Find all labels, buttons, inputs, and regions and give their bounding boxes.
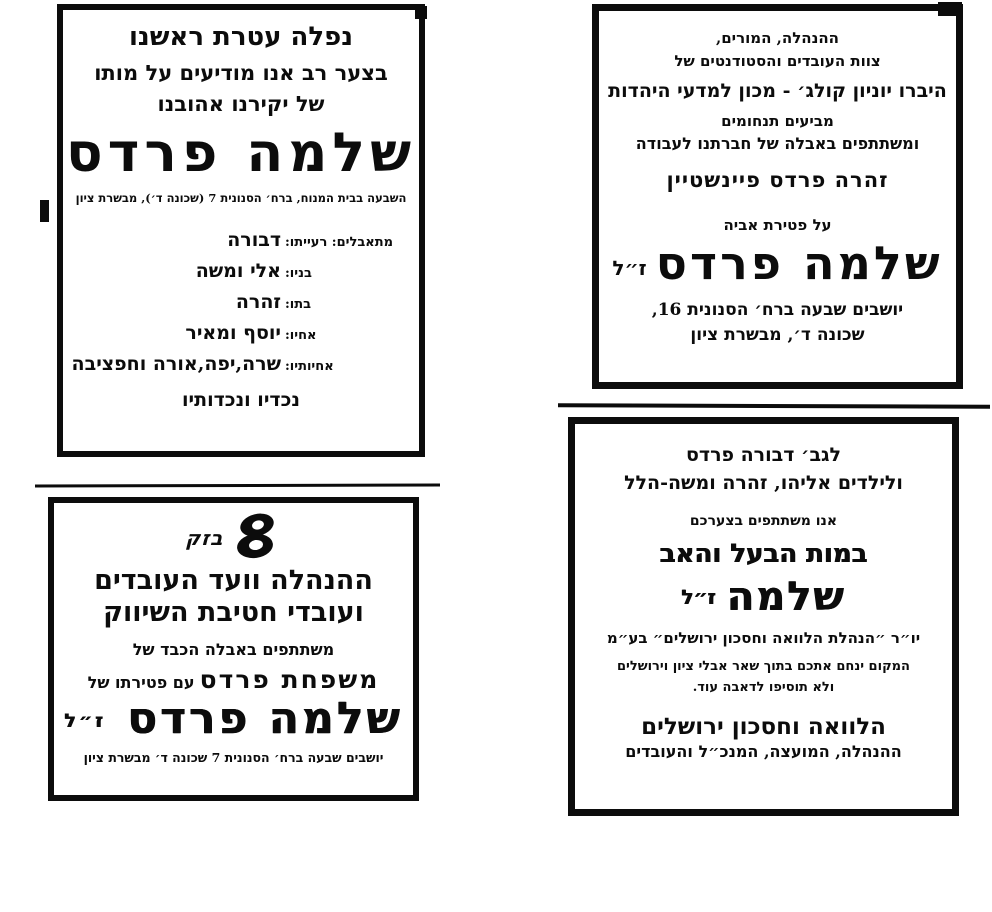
notice2-line4: מביעים תנחומים	[721, 111, 834, 130]
notice2-line5: ומשתתפים באבלה של חברתנו לעבודה	[635, 133, 920, 153]
mourner-label: אחיותיו:	[285, 358, 334, 374]
notice4-comfort-line2: ולא תוסיפו לדאבה עוד.	[692, 679, 835, 695]
scan-artifact	[938, 2, 962, 16]
notice2-colleague-name: זהרה פרדס פיינשטיין	[666, 166, 889, 192]
scan-artifact	[40, 200, 49, 222]
notice4-role-line: יו״ר ״הנהלת הלוואה וחסכון ירושלים״ בע״מ	[606, 629, 921, 648]
mourner-names: יוסף ומאיר	[185, 321, 281, 344]
mourner-label: אחיו:	[285, 327, 317, 343]
notice4-deceased-row	[575, 574, 952, 621]
bezeq-logo	[54, 513, 413, 563]
notice4-deceased-name: שלמה	[726, 574, 846, 621]
scan-artifact	[415, 6, 427, 19]
bezeq-logo-wordmark: בזק	[183, 526, 228, 550]
notice4-line3: אנו משתתפים בצערכם	[689, 513, 838, 530]
separator-line-right	[558, 403, 990, 409]
notice1-header-line1: נפלה עטרת ראשנו	[129, 22, 353, 52]
notice2-shiva-line1: יושבים שבעה ברח׳ הסנונית 16,	[651, 299, 904, 320]
condolence-notice-loan-savings	[568, 417, 959, 816]
notice2-deceased-name: שלמה פרדס	[655, 235, 943, 290]
notice4-line4: במות הבעל והאב	[659, 539, 868, 570]
notice2-line1: ההנהלה, המורים,	[716, 29, 839, 47]
notice2-zl: ז״ל	[612, 255, 647, 280]
mourner-names: דבורה	[227, 228, 281, 251]
notice2-organization: היברו יוניון קולג׳ - מכון למדעי היהדות	[608, 79, 947, 102]
notice3-family-row	[54, 664, 413, 694]
notice4-addressee-line2: ולילדים אליהו, זהרה ומשה-הלל	[624, 471, 903, 494]
notice3-deceased-row	[54, 692, 413, 744]
notice1-header-line2: בצער רב אנו מודיעים על מותו	[94, 60, 388, 85]
notice4-addressee-line1: לגב׳ דבורה פרדס	[685, 444, 842, 466]
notice2-shiva-details	[599, 298, 956, 349]
notice1-shiva-details: השבעה בבית המנוח, ברח׳ הסנונית 7 (שכונה ד׳), מבשרת ציון	[75, 190, 407, 205]
notice3-shiva-details: יושבים שבעה ברח׳ הסנונית 7 שכונה ד׳ מבשרת ציון	[83, 749, 384, 765]
condolence-notice-bezeq	[48, 497, 419, 801]
notice3-line3: משתתפים באבלה הכבד של	[132, 639, 335, 659]
notice1-mourners-list	[73, 229, 409, 375]
notice1-grandchildren-line: נכדיו ונכדותיו	[182, 388, 300, 411]
notice3-zl: ז״ל	[64, 709, 106, 732]
mourner-names: זהרה	[235, 290, 281, 313]
separator-line-left	[35, 483, 440, 487]
notice2-deceased-row	[599, 235, 956, 290]
condolence-notice-huc	[592, 4, 963, 389]
mourner-label: בניו:	[285, 265, 312, 281]
mourner-label: מתאבלים: רעייתו:	[285, 234, 394, 250]
notice1-header-line3: של יקירנו אהובנו	[157, 91, 325, 116]
notice4-comfort-lines	[575, 657, 952, 699]
notice2-shiva-line2: שכונה ד׳, מבשרת ציון	[690, 325, 865, 345]
notice3-line1: ההנהלה וועד העובדים	[94, 565, 373, 596]
notice4-signatories: ההנהלה, המועצה, המנכ״ל והעובדים	[625, 741, 902, 761]
mourner-names: שרה,יפה,אורה וחפציבה	[71, 352, 281, 375]
notice4-comfort-line1: המקום ינחם אתכם בתוך שאר אבלי ציון וירושלים	[616, 659, 910, 675]
obituary-notice-family	[57, 4, 425, 457]
notice4-organization: הלוואה וחסכון ירושלים	[641, 712, 886, 740]
bezeq-logo-icon	[230, 513, 280, 563]
mourner-label: בתו:	[285, 296, 312, 312]
notice1-deceased-name: שלמה פרדס	[65, 120, 417, 184]
notice4-zl: ז״ל	[681, 585, 716, 610]
notice2-line7: על פטירת אביה	[723, 215, 832, 234]
mourner-names: אלי ומשה	[195, 259, 281, 282]
notice2-line2: צוות העובדים והסטודנטים של	[674, 52, 881, 71]
notice3-line2: ועובדי חטיבת השיווק	[103, 597, 364, 629]
notice3-line4b: עם פטירתו של	[87, 672, 195, 692]
notice3-deceased-name: שלמה פרדס	[127, 692, 403, 744]
notice3-family-name: משפחת פרדס	[199, 664, 380, 694]
